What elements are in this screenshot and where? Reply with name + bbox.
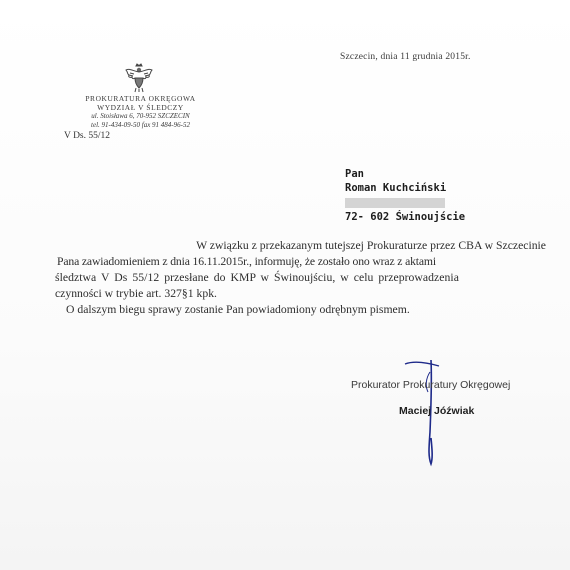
office-address: ul. Stoisława 6, 70-952 SZCZECIN (91, 112, 190, 120)
body-line: śledztwa V Ds 55/12 przesłane do KMP w Świnoujściu, w celu przeprowadzenia (55, 271, 459, 284)
signatory-name: Maciej Jóźwiak (399, 405, 475, 417)
body-paragraph-2: O dalszym biegu sprawy zostanie Pan powiadomiony odrębnym pismem. (66, 303, 410, 316)
recipient-city: 72- 602 Świnoujście (345, 211, 466, 223)
body-line: W związku z przekazanym tutejszej Prokuraturze przez CBA w Szczecinie (196, 239, 546, 252)
office-department: WYDZIAŁ V ŚLEDCZY (97, 103, 184, 112)
recipient-name: Roman Kuchciński (345, 182, 447, 194)
signatory-title: Prokurator Prokuratury Okręgowej (351, 379, 511, 391)
recipient-salutation: Pan (345, 168, 364, 180)
redacted-street (345, 198, 445, 208)
polish-eagle-icon (123, 62, 155, 94)
office-name: PROKURATURA OKRĘGOWA (85, 94, 196, 103)
office-letterhead (58, 94, 223, 130)
body-line: Pana zawiadomieniem z dnia 16.11.2015r., informuję, że zostało ono wraz z aktami (57, 255, 436, 268)
letter-date: Szczecin, dnia 11 grudnia 2015r. (340, 52, 471, 62)
office-phone: tel. 91-434-09-50 fax 91 484-96-52 (91, 121, 190, 129)
recipient-block (345, 167, 465, 224)
body-line: czynności w trybie art. 327§1 kpk. (55, 287, 217, 300)
case-reference: V Ds. 55/12 (64, 131, 111, 141)
recipient-street-line (345, 195, 465, 210)
letter-body (55, 238, 553, 318)
